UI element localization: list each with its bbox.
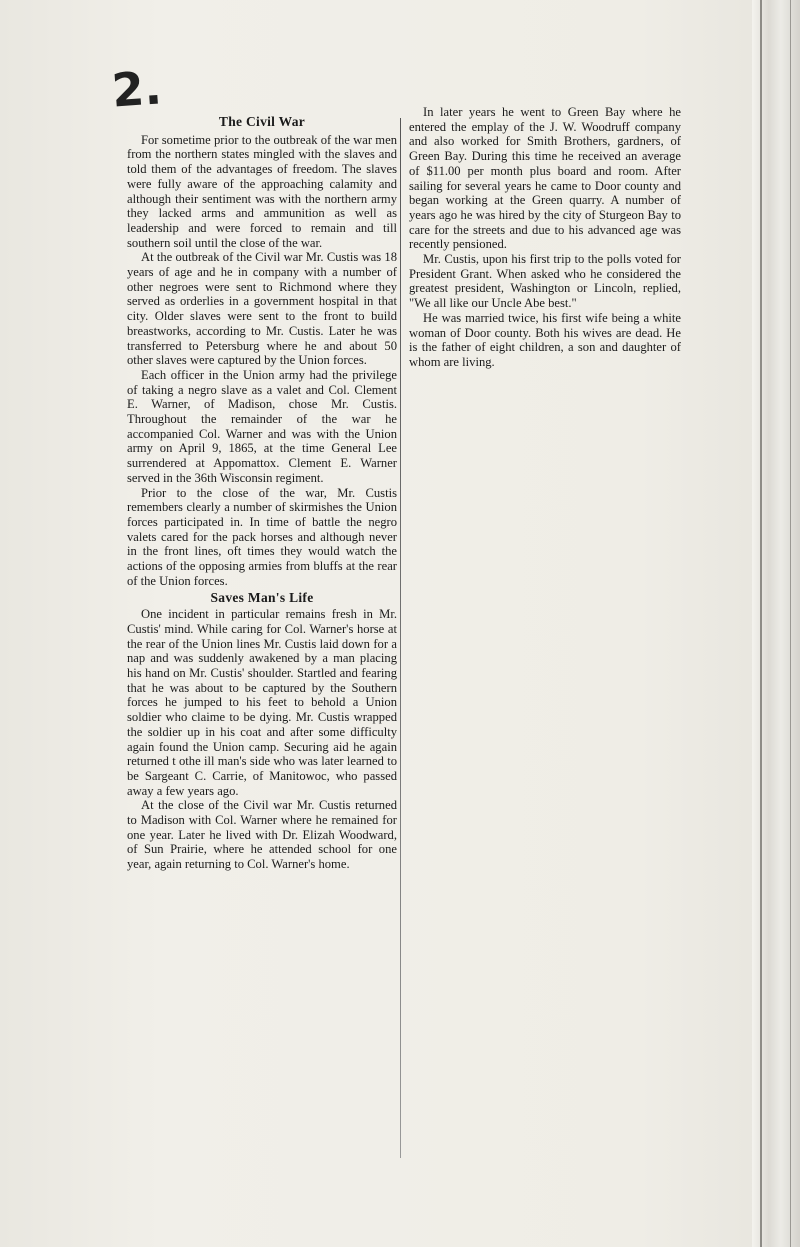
article-paragraph: For sometime prior to the outbreak of the war men from the northern states mingled with the slaves and told them of the advantages of freedom. The slaves were fully aware of the approaching calamity and although their sentiment was with the northern army they lacked arms and ammunition as well as leadership and were forced to remain and till southern soil until the close of the war. xyxy=(127,132,397,250)
article-right-column xyxy=(409,105,681,370)
article-paragraph: Mr. Custis, upon his first trip to the polls voted for President Grant. When asked who he considered the greatest president, Washington or Lincoln, replied, "We all like our Uncle Abe best." xyxy=(409,252,681,311)
article-subheading: Saves Man's Life xyxy=(210,589,314,605)
article-paragraph: One incident in particular remains fresh in Mr. Custis' mind. While caring for Col. Warner's horse at the rear of the Union lines Mr. Custis laid down for a nap and was suddenly awakened by a man placing his hand on Mr. Custis' shoulder. Startled and fearing that he was about to be captured by the Southern forces he jumped to his feet to behold a Union soldier who claime to be dying. Mr. Custis wrapped the soldier up in his coat and after some difficulty again found the Union camp. Securing aid he again returned t othe ill man's side who was later learned to be Sargeant C. Carrie, of Manitowoc, who passed away a few years ago. xyxy=(127,607,397,798)
article-left-column xyxy=(127,115,397,872)
article-paragraph: Prior to the close of the war, Mr. Custis remembers clearly a number of skirmishes the Union forces participated in. In time of battle the negro valets cared for the pack horses and although never in the front lines, oft times they would watch the actions of the opposing armies from bluffs at the rear of the Union forces. xyxy=(127,485,397,588)
article-paragraph: Each officer in the Union army had the privilege of taking a negro slave as a valet and Col. Clement E. Warner, of Madison, chose Mr. Custis. Throughout the remainder of the war he accompanied Col. Warner and was with the Union army on April 9, 1865, at the time General Lee surrendered at Appomattox. Clement E. Warner served in the 36th Wisconsin regiment. xyxy=(127,367,397,485)
article-paragraph: At the outbreak of the Civil war Mr. Custis was 18 years of age and he in company with a number of other negroes were sent to Richmond where they served as orderlies in a government hospital in that city. Older slaves were sent to the front to build breastworks, according to Mr. Custis. Later he was transferred to Petersburg where he and about 50 other slaves were captured by the Union forces. xyxy=(127,250,397,368)
article-paragraph: At the close of the Civil war Mr. Custis returned to Madison with Col. Warner where he remained for one year. Later he lived with Dr. Elizah Woodward, of Sun Prairie, where he attended school for one year, again returning to Col. Warner's home. xyxy=(127,798,397,872)
article-paragraph: He was married twice, his first wife being a white woman of Door county. Both his wives are dead. He is the father of eight children, a son and daughter of whom are living. xyxy=(409,310,681,369)
page-number: 2. xyxy=(110,60,164,118)
article-heading: The Civil War xyxy=(218,114,306,129)
spine-line xyxy=(760,0,762,1247)
article-paragraph: In later years he went to Green Bay where he entered the emplay of the J. W. Woodruff company and also worked for Smith Brothers, gardners, of Green Bay. During this time he received an average of $11.00 per month plus board and room. After sailing for several years he came to Door county and began working at the Green quarry. A number of years ago he was hired by the city of Sturgeon Bay to care for the streets and due to his advanced age was recently pensioned. xyxy=(409,105,681,252)
spine-line xyxy=(790,0,791,1247)
column-divider xyxy=(400,118,401,1158)
